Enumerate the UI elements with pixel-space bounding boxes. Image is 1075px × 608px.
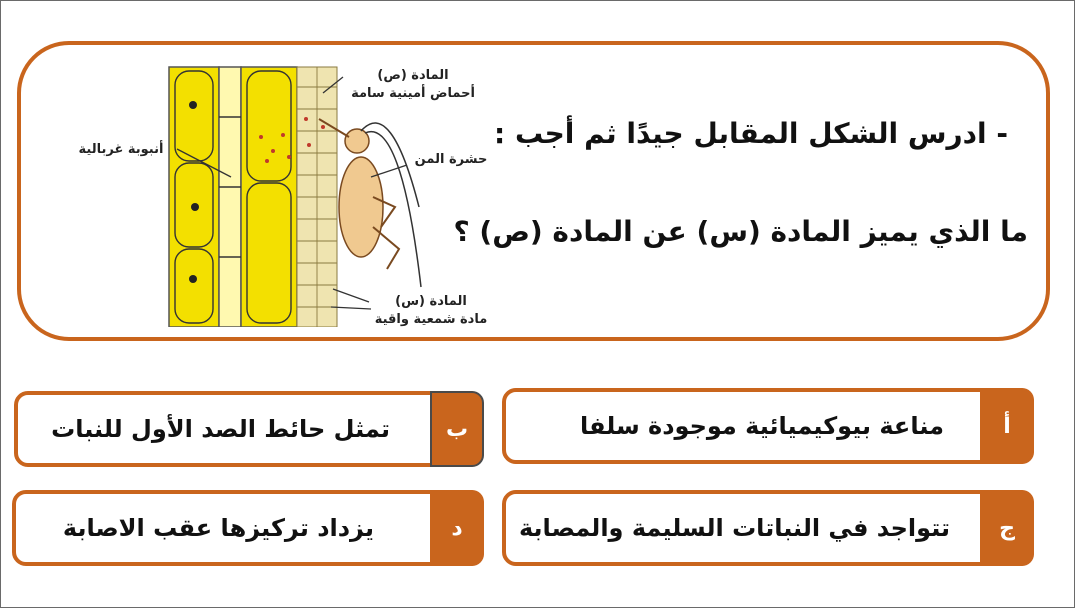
question-card	[17, 41, 1050, 341]
label-aphid: حشرة المن	[414, 152, 488, 167]
label-sieve-tube: أنبوبة غربالية	[78, 142, 164, 157]
label-substance-s-desc: مادة شمعية واقية	[374, 312, 488, 327]
answer-text-d: يزداد تركيزها عقب الاصابة	[62, 514, 374, 542]
question-instruction: - ادرس الشكل المقابل جيدًا ثم أجب :	[494, 117, 1008, 150]
answer-letter-d: د	[430, 490, 484, 566]
plant-aphid-diagram	[61, 57, 521, 327]
answer-letter-c: ج	[980, 490, 1034, 566]
label-substance-p-title: المادة (ص)	[377, 68, 449, 83]
answer-option-b[interactable]	[14, 391, 484, 467]
answer-option-a[interactable]	[502, 388, 1034, 464]
answer-option-d[interactable]	[12, 490, 484, 566]
label-substance-p-desc: أحماض أمينية سامة	[351, 86, 475, 101]
answer-letter-b: ب	[430, 391, 484, 467]
answer-text-a: مناعة بيوكيميائية موجودة سلفا	[580, 412, 944, 440]
answer-text-b: تمثل حائط الصد الأول للنبات	[51, 415, 390, 443]
label-substance-s-title: المادة (س)	[395, 294, 467, 309]
question-text: ما الذي يميز المادة (س) عن المادة (ص) ؟	[453, 215, 1028, 248]
answer-letter-a: أ	[980, 388, 1034, 464]
answer-option-c[interactable]	[502, 490, 1034, 566]
answer-text-c: تتواجد في النباتات السليمة والمصابة	[518, 514, 950, 542]
